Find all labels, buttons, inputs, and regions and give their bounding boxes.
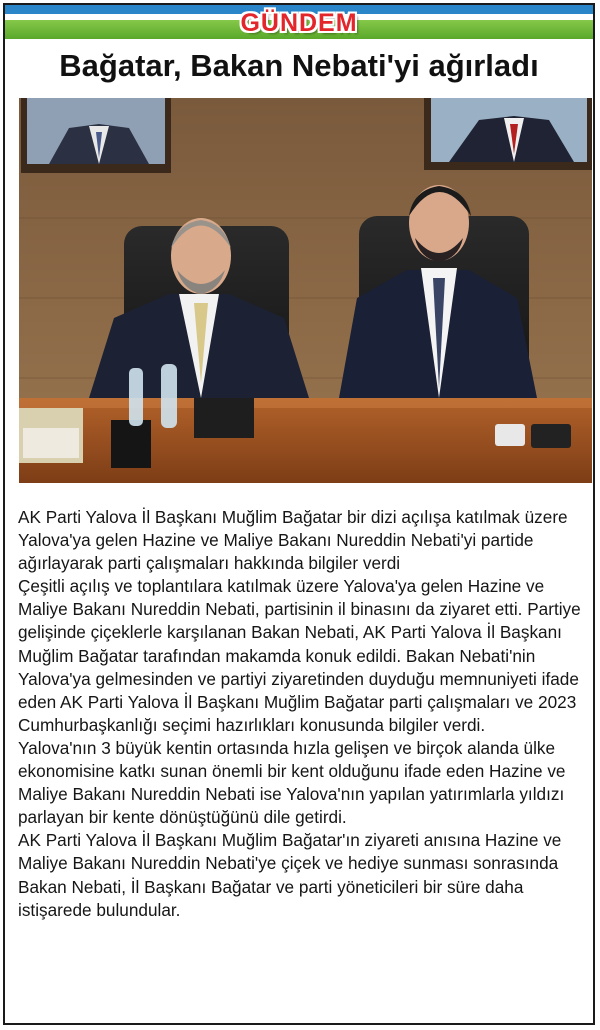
article-paragraph: Çeşitli açılış ve toplantılara katılmak üzere Yalova'ya gelen Hazine ve Maliye Bakanı Nureddin Nebati, partisinin il binasını da ziyaret etti. Partiye gelişinde çiçeklerle karşılanan Bakan Nebati, AK Parti Yalova İl Başkanı Muğlim Bağatar tarafından makamda konuk edildi. Bakan Nebati'nin Yalova'ya gelmesinden ve partiyi ziyaretinden duyduğu memnuniyeti ifade eden AK Parti Yalova İl Başkanı Muğlim Bağatar parti çalışmaları ve 2023 Cumhurbaşkanlığı seçimi hazırlıkları konusunda bilgiler verdi. [18,576,581,735]
section-header [5,5,593,41]
left-portrait [21,98,171,173]
article-photo [19,98,592,483]
article-paragraph: Yalova'nın 3 büyük kentin ortasında hızla gelişen ve birçok alanda ülke ekonomisine katkı sunan önemli bir kent olduğunu ifade eden Hazine ve Maliye Bakanı Nureddin Nebati ise Yalova'nın yapılan yatırımlarla yıldızı parlayan bir kente dönüştüğünü dile getirdi. [18,737,566,828]
article-paragraph: AK Parti Yalova İl Başkanı Muğlim Bağatar'ın ziyareti anısına Hazine ve Maliye Bakanı Nureddin Nebati'ye çiçek ve hediye sunması sonrasında Bakan Nebati, İl Başkanı Bağatar ve parti yöneticileri bir süre daha istişarede bulundular. [18,830,562,920]
headline: Bağatar, Bakan Nebati'yi ağırladı [59,48,539,83]
newspaper-clipping [3,3,595,1025]
section-label: GÜNDEM [240,9,358,37]
article-body [18,506,588,922]
article-paragraph: AK Parti Yalova İl Başkanı Muğlim Bağatar bir dizi açılışa katılmak üzere Yalova'ya gelen Hazine ve Maliye Bakanı Nureddin Nebati'yi partide ağırlayarak parti çalışmaları hakkında bilgiler verdi [18,507,568,574]
right-portrait [424,98,592,170]
